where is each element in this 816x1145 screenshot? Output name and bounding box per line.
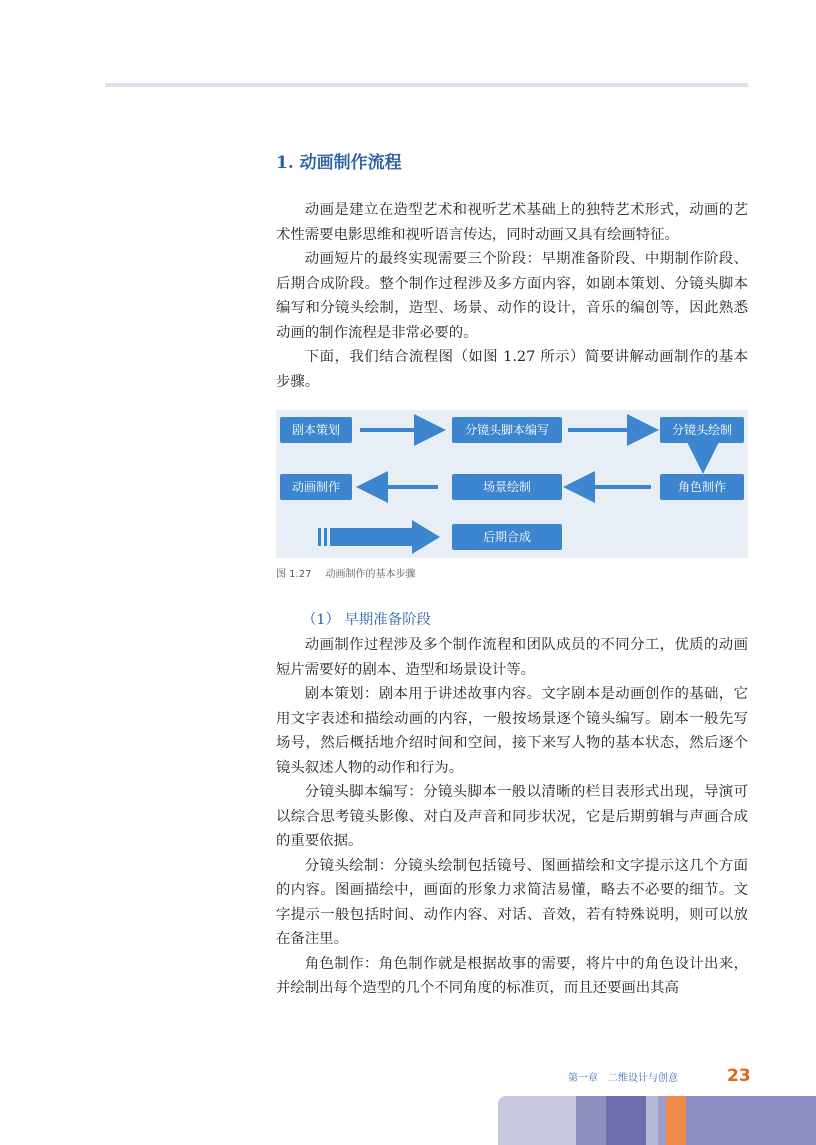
step-post-compositing: 后期合成 <box>452 524 562 550</box>
step-animation-making: 动画制作 <box>280 474 352 500</box>
step-script-planning: 剧本策划 <box>280 417 352 443</box>
paragraph: 分镜头绘制：分镜头绘制包括镜号、图画描绘和文字提示这几个方面的内容。图画描绘中，画面的形象力求简洁易懂，略去不必要的细节。文字提示一般包括时间、动作内容、对话、音效，若有特殊说明，则可以放在备注里。 <box>276 857 748 947</box>
intro-text <box>276 198 748 394</box>
step-scene-drawing: 场景绘制 <box>452 474 562 500</box>
color-bar-segment <box>666 1096 686 1145</box>
caption-number: 图 1.27 <box>276 569 312 580</box>
paragraph: 下面，我们结合流程图（如图 1.27 所示）简要讲解动画制作的基本步骤。 <box>276 349 748 390</box>
color-bar-segment <box>498 1096 576 1145</box>
color-bar-segment <box>576 1096 606 1145</box>
header-rule <box>105 83 748 87</box>
color-bar-segment <box>686 1096 816 1145</box>
paragraph: 动画是建立在造型艺术和视听艺术基础上的独特艺术形式，动画的艺术性需要电影思维和视听语言传达，同时动画又具有绘画特征。 <box>276 202 748 243</box>
striped-arrow-stripe <box>318 528 321 546</box>
striped-arrow-stripe <box>324 528 327 546</box>
paragraph: 动画制作过程涉及多个制作流程和团队成员的不同分工，优质的动画短片需要好的剧本、造型和场景设计等。 <box>276 637 748 678</box>
step-storyboard-script: 分镜头脚本编写 <box>452 417 562 443</box>
color-bar-segment <box>658 1096 666 1145</box>
flowchart-figure <box>276 410 748 558</box>
color-bar-segment <box>646 1096 658 1145</box>
page-number: 23 <box>727 1066 751 1086</box>
caption-text: 动画制作的基本步骤 <box>325 569 416 580</box>
color-bar-segment <box>606 1096 646 1145</box>
chapter-footer: 第一章 二维设计与创意 <box>568 1073 678 1084</box>
paragraph: 分镜头脚本编写：分镜头脚本一般以清晰的栏目表形式出现，导演可以综合思考镜头影像、对白及声音和同步状况，它是后期剪辑与声画合成的重要依据。 <box>276 784 748 849</box>
paragraph: 角色制作：角色制作就是根据故事的需要，将片中的角色设计出来，并绘制出每个造型的几个不同角度的标准页，而且还要画出其高 <box>276 955 748 996</box>
section-title: 1. 动画制作流程 <box>276 153 402 173</box>
body-text <box>276 633 748 1001</box>
figure-caption <box>276 565 415 580</box>
step-character-making: 角色制作 <box>660 474 744 500</box>
subsection-title: （1） 早期准备阶段 <box>302 612 431 628</box>
step-storyboard-drawing: 分镜头绘制 <box>660 417 744 443</box>
paragraph: 剧本策划：剧本用于讲述故事内容。文字剧本是动画创作的基础，它用文字表述和描绘动画的内容，一般按场景逐个镜头编写。剧本一般先写场号，然后概括地介绍时间和空间，接下来写人物的基本状态，然后逐个镜头叙述人物的动作和行为。 <box>276 686 748 776</box>
striped-arrow-head <box>412 520 440 554</box>
paragraph: 动画短片的最终实现需要三个阶段：早期准备阶段、中期制作阶段、后期合成阶段。整个制作过程涉及多方面内容，如剧本策划、分镜头脚本编写和分镜头绘制，造型、场景、动作的设计，音乐的编创等，因此熟悉动画的制作流程是非常必要的。 <box>276 251 748 341</box>
striped-arrow-body <box>330 528 412 546</box>
